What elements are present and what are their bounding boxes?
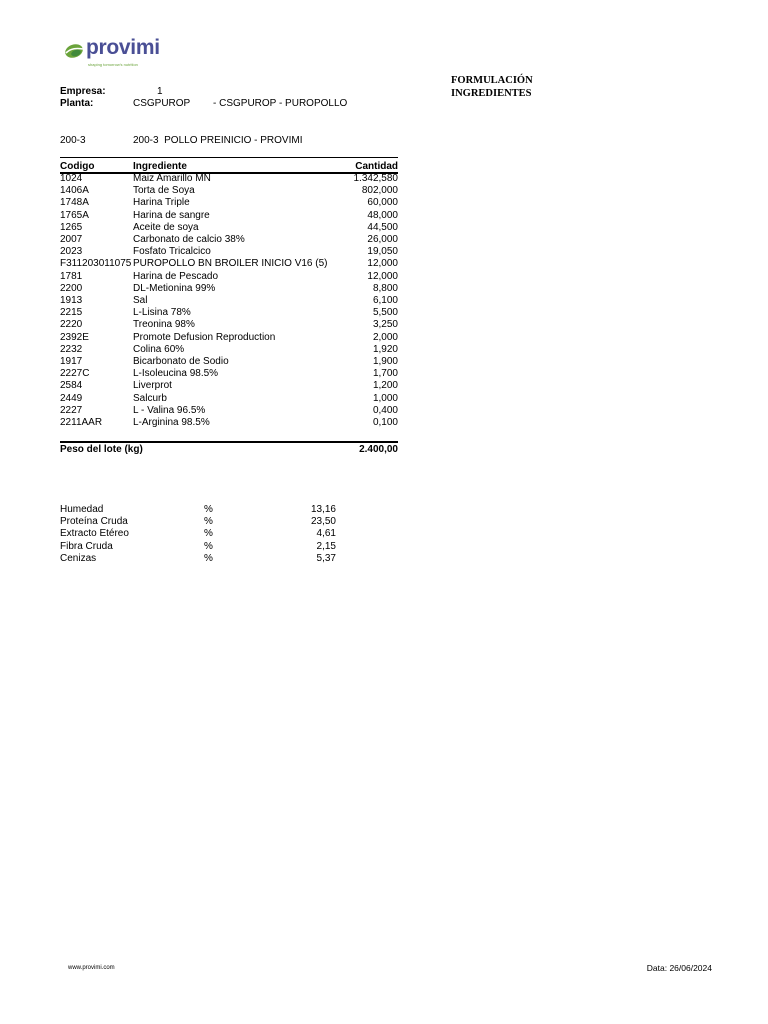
- ingredient-code: 1265: [60, 221, 83, 233]
- ingredient-code: 2392E: [60, 331, 89, 343]
- ingredient-name: Sal: [133, 295, 148, 306]
- ingredient-quantity: 1.342,580: [353, 173, 398, 184]
- header-ingredient: Ingrediente: [133, 161, 187, 172]
- total-label: Peso del lote (kg): [60, 444, 143, 455]
- provimi-logo: [64, 36, 184, 70]
- ingredient-quantity: 1,920: [372, 343, 398, 355]
- table-row: [60, 295, 398, 307]
- table-top-rule: [60, 157, 398, 158]
- footer-website: www.provimi.com: [68, 965, 115, 971]
- title-line-1: FORMULACIÓN: [451, 75, 533, 86]
- plant-name: - CSGPUROP - PUROPOLLO: [213, 98, 348, 109]
- ingredient-name: Fosfato Tricalcico: [133, 246, 211, 258]
- header-code: Codigo: [60, 161, 95, 172]
- ingredient-name: Aceite de soya: [133, 221, 199, 233]
- ingredient-quantity: 1,700: [372, 368, 398, 380]
- nutrient-unit: %: [204, 552, 213, 564]
- ingredient-name: Torta de Soya: [133, 185, 195, 197]
- ingredient-code: 2023: [60, 246, 83, 258]
- logo-tagline: shaping tomorrow's nutrition: [88, 62, 138, 67]
- table-row: [60, 258, 398, 270]
- ingredient-name: Liverprot: [133, 380, 172, 392]
- ingredient-quantity: 26,000: [367, 234, 398, 245]
- ingredient-code: 1748A: [60, 197, 89, 209]
- table-row: [60, 210, 398, 222]
- ingredient-quantity: 1,200: [372, 380, 398, 392]
- ingredient-code: 2007: [60, 234, 83, 245]
- ingredient-quantity: 802,000: [361, 185, 398, 197]
- nutrient-unit: %: [204, 516, 213, 528]
- nutrient-unit: %: [204, 528, 213, 540]
- ingredient-code: 1024: [60, 173, 83, 184]
- ingredient-quantity: 1,900: [372, 356, 398, 367]
- ingredient-code: 2584: [60, 380, 83, 392]
- plant-label: Planta:: [60, 98, 94, 109]
- nutrient-unit: %: [204, 504, 213, 515]
- ingredient-name: DL-Metionina 99%: [133, 282, 216, 294]
- logo-wordmark: provimi: [86, 36, 160, 59]
- nutrient-unit: %: [204, 540, 213, 552]
- table-row: [60, 405, 398, 417]
- nutrient-name: Extracto Etéreo: [60, 528, 129, 540]
- ingredient-code: 2211AAR: [60, 417, 103, 428]
- table-row: [60, 344, 398, 356]
- table-row: [60, 173, 398, 185]
- ingredient-name: L-Isoleucina 98.5%: [133, 368, 219, 380]
- nutrient-name: Cenizas: [60, 552, 97, 564]
- ingredient-quantity: 60,000: [367, 197, 398, 209]
- nutrient-name: Fibra Cruda: [60, 540, 113, 552]
- table-row: [60, 368, 398, 380]
- nutrient-value: 5,37: [316, 552, 336, 564]
- ingredient-quantity: 12,000: [367, 270, 398, 282]
- ingredient-name: Promote Defusion Reproduction: [133, 331, 276, 343]
- ingredient-code: 1765A: [60, 209, 89, 221]
- ingredient-code: 2232: [60, 343, 83, 355]
- ingredient-quantity: 1,000: [372, 392, 398, 404]
- ingredient-name: PUROPOLLO BN BROILER INICIO V16 (5): [133, 258, 328, 270]
- ingredient-name: Treonina 98%: [133, 319, 195, 331]
- nutrient-row: [60, 553, 336, 565]
- ingredient-code: F311203011075: [60, 258, 132, 270]
- nutrient-row: [60, 528, 336, 540]
- table-row: [60, 393, 398, 405]
- ingredient-quantity: 3,250: [372, 319, 398, 331]
- table-row: [60, 319, 398, 331]
- table-row: [60, 307, 398, 319]
- nutrient-row: [60, 504, 336, 516]
- ingredient-code: 2220: [60, 319, 83, 331]
- nutrient-value: 4,61: [316, 528, 336, 540]
- ingredient-name: Colina 60%: [133, 343, 185, 355]
- document-title: [451, 74, 533, 100]
- table-row: [60, 197, 398, 209]
- ingredient-quantity: 6,100: [372, 295, 398, 306]
- ingredient-code: 2449: [60, 392, 83, 404]
- ingredient-quantity: 48,000: [367, 209, 398, 221]
- ingredient-code: 1913: [60, 295, 83, 306]
- leaf-icon: [64, 42, 86, 60]
- ingredient-name: L-Lisina 78%: [133, 307, 191, 319]
- nutrient-row: [60, 541, 336, 553]
- footer-date: Data: 26/06/2024: [646, 963, 712, 973]
- ingredient-code: 2215: [60, 307, 83, 319]
- ingredient-name: Carbonato de calcio 38%: [133, 234, 245, 245]
- ingredient-name: Salcurb: [133, 392, 167, 404]
- ingredient-quantity: 19,050: [367, 246, 398, 258]
- ingredient-quantity: 8,800: [372, 282, 398, 294]
- nutrient-value: 23,50: [310, 516, 336, 528]
- table-total-rule: [60, 441, 398, 443]
- ingredient-quantity: 0,400: [372, 404, 398, 416]
- ingredient-name: L-Arginina 98.5%: [133, 417, 210, 428]
- table-row: [60, 271, 398, 283]
- total-value: 2.400,00: [359, 444, 398, 455]
- ingredient-name: L - Valina 96.5%: [133, 404, 206, 416]
- ingredient-name: Harina de Pescado: [133, 270, 219, 282]
- nutrient-value: 13,16: [310, 504, 336, 515]
- plant-code: CSGPUROP: [133, 98, 191, 109]
- ingredient-name: Maiz Amarillo MN: [133, 173, 211, 184]
- table-row: [60, 246, 398, 258]
- ingredient-name: Harina Triple: [133, 197, 190, 209]
- header-quantity: Cantidad: [355, 161, 398, 172]
- total-row: [60, 444, 398, 456]
- ingredient-quantity: 2,000: [372, 331, 398, 343]
- company-value: 1: [157, 86, 163, 97]
- table-row: [60, 185, 398, 197]
- ingredient-code: 2200: [60, 282, 83, 294]
- table-row: [60, 222, 398, 234]
- ingredient-code: 1781: [60, 270, 83, 282]
- ingredient-code: 2227: [60, 404, 83, 416]
- ingredient-quantity: 0,100: [372, 417, 398, 428]
- nutrient-name: Proteína Cruda: [60, 516, 128, 528]
- company-label: Empresa:: [60, 86, 106, 97]
- table-row: [60, 417, 398, 429]
- ingredient-quantity: 12,000: [367, 258, 398, 270]
- table-row: [60, 234, 398, 246]
- title-line-2: INGREDIENTES: [451, 88, 532, 99]
- table-row: [60, 356, 398, 368]
- ingredient-quantity: 44,500: [367, 221, 398, 233]
- table-row: [60, 332, 398, 344]
- ingredient-code: 1917: [60, 356, 83, 367]
- formula-description: 200-3 POLLO PREINICIO - PROVIMI: [133, 135, 303, 146]
- ingredient-quantity: 5,500: [372, 307, 398, 319]
- ingredient-code: 2227C: [60, 368, 90, 380]
- nutrient-row: [60, 516, 336, 528]
- ingredient-code: 1406A: [60, 185, 89, 197]
- table-row: [60, 283, 398, 295]
- nutrient-value: 2,15: [316, 540, 336, 552]
- formula-code: 200-3: [60, 135, 86, 146]
- ingredient-name: Bicarbonato de Sodio: [133, 356, 229, 367]
- ingredient-name: Harina de sangre: [133, 209, 210, 221]
- table-row: [60, 380, 398, 392]
- nutrient-name: Humedad: [60, 504, 104, 515]
